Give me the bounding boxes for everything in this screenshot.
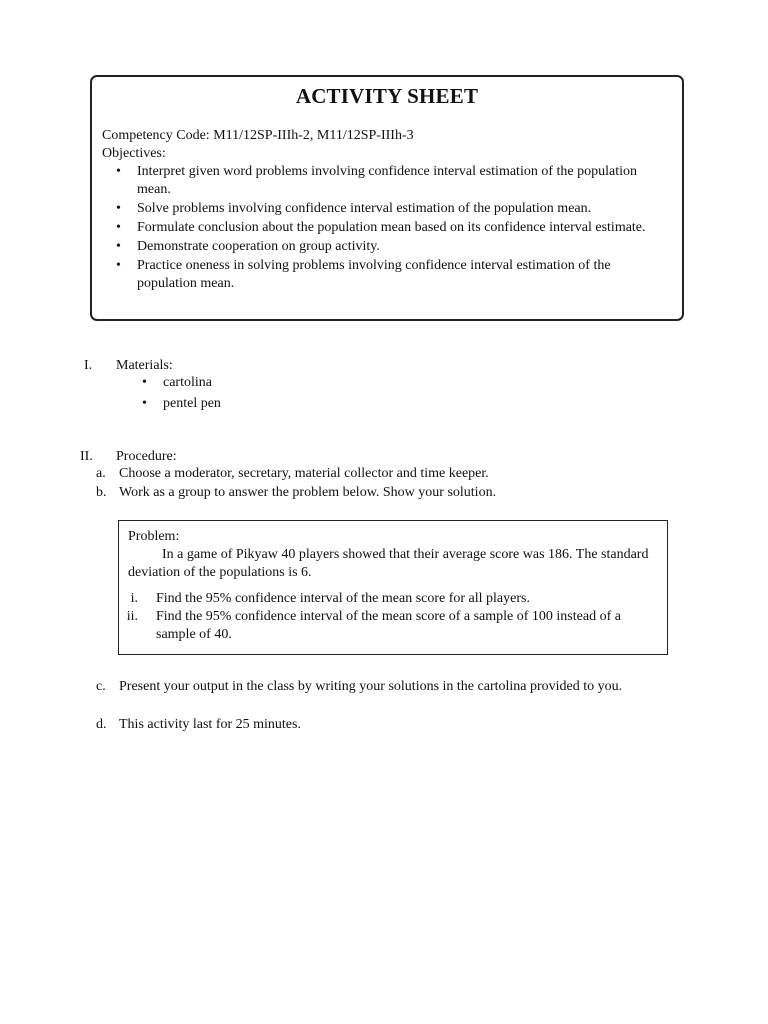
problem-statement: In a game of Pikyaw 40 players showed that their average score was 186. The standard deviation of the populations is 6. <box>128 547 649 580</box>
list-item <box>102 238 672 256</box>
list-item <box>102 257 672 293</box>
materials-list <box>140 374 221 416</box>
objective-text: Solve problems involving confidence interval estimation of the population mean. <box>137 201 592 216</box>
section-number-procedure: II. <box>80 449 93 464</box>
step-letter: b. <box>96 485 107 500</box>
section-number-materials: I. <box>84 358 93 373</box>
bullet-icon: • <box>116 220 121 235</box>
section-heading-procedure: Procedure: <box>116 449 177 464</box>
material-text: cartolina <box>163 375 212 390</box>
step-letter: a. <box>96 466 106 481</box>
bullet-icon: • <box>116 164 121 179</box>
objectives-label: Objectives: <box>102 146 166 161</box>
step-text: This activity last for 25 minutes. <box>119 717 301 732</box>
item-text: Find the 95% confidence interval of the mean score for all players. <box>156 591 530 606</box>
page-title: ACTIVITY SHEET <box>295 84 479 108</box>
bullet-icon: • <box>142 375 147 390</box>
step-text: Present your output in the class by writing your solutions in the cartolina provided to you. <box>119 679 623 694</box>
objective-text: Demonstrate cooperation on group activity. <box>137 239 380 254</box>
objective-text: Practice oneness in solving problems involving confidence interval estimation of the population mean. <box>137 258 611 291</box>
section-heading-materials: Materials: <box>116 358 173 373</box>
list-item <box>140 395 221 416</box>
objective-text: Interpret given word problems involving confidence interval estimation of the population mean. <box>137 164 637 197</box>
step-letter: c. <box>96 679 106 694</box>
problem-label: Problem: <box>128 529 180 544</box>
bullet-icon: • <box>142 396 147 411</box>
list-item <box>102 163 672 199</box>
objective-text: Formulate conclusion about the population mean based on its confidence interval estimate. <box>137 220 646 235</box>
bullet-icon: • <box>116 258 121 273</box>
item-text: Find the 95% confidence interval of the mean score of a sample of 100 instead of a sample of 40. <box>156 609 621 642</box>
step-letter: d. <box>96 717 107 732</box>
item-number: i. <box>130 591 138 606</box>
bullet-icon: • <box>116 239 121 254</box>
list-item <box>102 219 672 237</box>
material-text: pentel pen <box>163 396 221 411</box>
step-text: Choose a moderator, secretary, material collector and time keeper. <box>119 466 489 481</box>
objectives-list <box>102 163 672 294</box>
step-text: Work as a group to answer the problem below. Show your solution. <box>119 485 497 500</box>
competency-code: Competency Code: M11/12SP-IIIh-2, M11/12SP-IIIh-3 <box>102 128 414 143</box>
list-item <box>102 200 672 218</box>
item-number: ii. <box>126 609 138 624</box>
bullet-icon: • <box>116 201 121 216</box>
list-item <box>140 374 221 395</box>
